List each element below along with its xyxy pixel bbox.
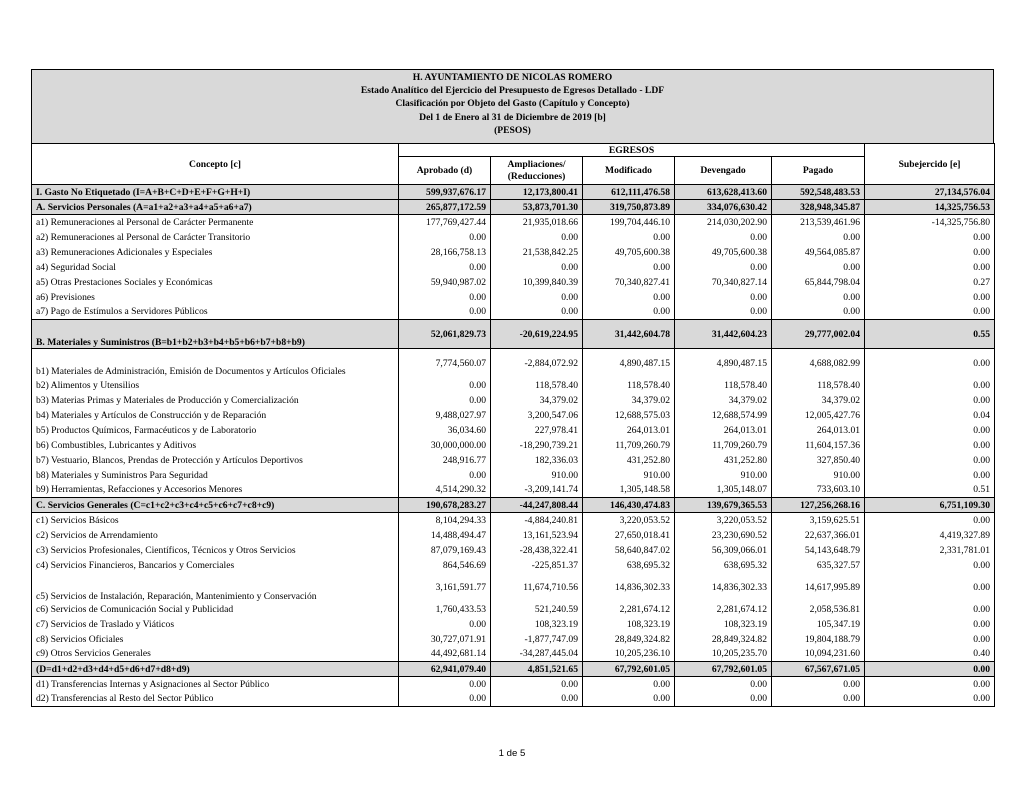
amount-cell: 53,873,701.30 <box>491 200 583 215</box>
subejercido-header: Subejercido [e] <box>865 144 995 185</box>
ampliaciones-header: Ampliaciones/ (Reducciones) <box>491 157 583 185</box>
table-row <box>32 543 995 558</box>
egresos-header: EGRESOS <box>399 144 865 157</box>
concepto-cell: A. Servicios Personales (A=a1+a2+a3+a4+a5+a6+a7) <box>32 200 399 215</box>
amount-cell: 0.00 <box>399 378 491 393</box>
amount-cell: 31,442,604.23 <box>675 320 772 349</box>
amount-cell: 0.00 <box>865 677 995 692</box>
concepto-cell: c2) Servicios de Arrendamiento <box>32 528 399 543</box>
amount-cell: 0.00 <box>583 677 675 692</box>
report-period: Del 1 de Enero al 31 de Diciembre de 2019 [b] <box>419 111 606 123</box>
table-row <box>32 438 995 453</box>
amount-cell: 0.00 <box>865 230 995 245</box>
amount-cell: 4,890,487.15 <box>675 349 772 378</box>
amount-cell: 0.00 <box>675 260 772 275</box>
amount-cell: 27,650,018.41 <box>583 528 675 543</box>
amount-cell: 0.00 <box>865 423 995 438</box>
amount-cell: 34,379.02 <box>675 393 772 408</box>
amount-cell: 4,890,487.15 <box>583 349 675 378</box>
amount-cell: 431,252.80 <box>675 453 772 468</box>
amount-cell: 0.00 <box>399 393 491 408</box>
table-row <box>32 260 995 275</box>
amount-cell: 0.00 <box>865 558 995 573</box>
amount-cell: 21,935,018.66 <box>491 215 583 230</box>
amount-cell: 0.00 <box>772 692 865 707</box>
amount-cell: 108,323.19 <box>675 617 772 632</box>
amount-cell: 67,567,671.05 <box>772 662 865 677</box>
amount-cell: 4,419,327.89 <box>865 528 995 543</box>
amount-cell: 0.00 <box>491 260 583 275</box>
report-currency: (PESOS) <box>494 124 531 136</box>
concepto-cell: c3) Servicios Profesionales, Científicos, Técnicos y Otros Servicios <box>32 543 399 558</box>
table-row <box>32 245 995 260</box>
amount-cell: 0.00 <box>865 393 995 408</box>
table-body <box>32 185 995 707</box>
amount-cell: -3,209,141.74 <box>491 483 583 498</box>
amount-cell: 56,309,066.01 <box>675 543 772 558</box>
table-row <box>32 677 995 692</box>
amount-cell: 0.00 <box>675 692 772 707</box>
amount-cell: 2,331,781.01 <box>865 543 995 558</box>
amount-cell: 0.00 <box>865 349 995 378</box>
amount-cell: 638,695.32 <box>675 558 772 573</box>
amount-cell: 1,305,148.58 <box>583 483 675 498</box>
table-row <box>32 483 995 498</box>
concepto-cell: (D=d1+d2+d3+d4+d5+d6+d7+d8+d9) <box>32 662 399 677</box>
amount-cell: 0.00 <box>583 260 675 275</box>
amount-cell: 733,603.10 <box>772 483 865 498</box>
amount-cell: 29,777,002.04 <box>772 320 865 349</box>
report-classification: Clasificación por Objeto del Gasto (Capítulo y Concepto) <box>395 98 630 110</box>
amount-cell: -28,438,322.41 <box>491 543 583 558</box>
amount-cell: 0.55 <box>865 320 995 349</box>
concepto-cell: c8) Servicios Oficiales <box>32 632 399 647</box>
amount-cell: 599,937,676.17 <box>399 185 491 200</box>
amount-cell: 910.00 <box>491 468 583 483</box>
amount-cell: 11,709,260.79 <box>675 438 772 453</box>
concepto-cell: c5) Servicios de Instalación, Reparación, Mantenimiento y Conservación <box>32 573 399 602</box>
amount-cell: 49,705,600.38 <box>583 245 675 260</box>
table-row <box>32 602 995 617</box>
amount-cell: 0.00 <box>865 662 995 677</box>
amount-cell: 34,379.02 <box>583 393 675 408</box>
concepto-cell: c9) Otros Servicios Generales <box>32 647 399 662</box>
amount-cell: 2,281,674.12 <box>675 602 772 617</box>
amount-cell: -20,619,224.95 <box>491 320 583 349</box>
table-row <box>32 558 995 573</box>
amount-cell: 0.00 <box>491 677 583 692</box>
table-row <box>32 513 995 528</box>
table-row <box>32 632 995 647</box>
concepto-cell: c6) Servicios de Comunicación Social y Publicidad <box>32 602 399 617</box>
amount-cell: 11,604,157.36 <box>772 438 865 453</box>
amount-cell: 0.00 <box>865 617 995 632</box>
amount-cell: 2,281,674.12 <box>583 602 675 617</box>
concepto-cell: a1) Remuneraciones al Personal de Carácter Permanente <box>32 215 399 230</box>
amount-cell: 12,688,575.03 <box>583 408 675 423</box>
amount-cell: 4,688,082.99 <box>772 349 865 378</box>
amount-cell: 7,774,560.07 <box>399 349 491 378</box>
amount-cell: 8,104,294.33 <box>399 513 491 528</box>
amount-cell: 0.00 <box>865 378 995 393</box>
amount-cell: 49,705,600.38 <box>675 245 772 260</box>
section-row <box>32 498 995 513</box>
amount-cell: 14,836,302.33 <box>583 573 675 602</box>
amount-cell: 0.00 <box>399 617 491 632</box>
amount-cell: 199,704,446.10 <box>583 215 675 230</box>
concepto-cell: I. Gasto No Etiquetado (I=A+B+C+D+E+F+G+H+I) <box>32 185 399 200</box>
amount-cell: -18,290,739.21 <box>491 438 583 453</box>
amount-cell: 910.00 <box>772 468 865 483</box>
page-number: 1 de 5 <box>498 748 526 759</box>
amount-cell: 0.00 <box>583 305 675 320</box>
amount-cell: 30,000,000.00 <box>399 438 491 453</box>
pagado-header: Pagado <box>772 157 865 185</box>
concepto-cell: b4) Materiales y Artículos de Construcción y de Reparación <box>32 408 399 423</box>
budget-table <box>31 143 995 707</box>
amount-cell: 52,061,829.73 <box>399 320 491 349</box>
amount-cell: 0.27 <box>865 275 995 290</box>
table-row <box>32 617 995 632</box>
section-row <box>32 200 995 215</box>
section-row <box>32 185 995 200</box>
amount-cell: 11,674,710.56 <box>491 573 583 602</box>
amount-cell: 0.00 <box>583 230 675 245</box>
amount-cell: 0.51 <box>865 483 995 498</box>
amount-cell: 34,379.02 <box>491 393 583 408</box>
table-row <box>32 349 995 378</box>
amount-cell: 70,340,827.41 <box>583 275 675 290</box>
report-header <box>31 69 994 143</box>
amount-cell: 13,161,523.94 <box>491 528 583 543</box>
amount-cell: 0.00 <box>772 677 865 692</box>
modificado-header: Modificado <box>583 157 675 185</box>
amount-cell: 3,159,625.51 <box>772 513 865 528</box>
concepto-cell: c7) Servicios de Traslado y Viáticos <box>32 617 399 632</box>
devengado-header: Devengado <box>675 157 772 185</box>
amount-cell: 118,578.40 <box>772 378 865 393</box>
amount-cell: 910.00 <box>583 468 675 483</box>
table-row <box>32 647 995 662</box>
table-row <box>32 305 995 320</box>
table-row <box>32 453 995 468</box>
amount-cell: 0.00 <box>865 692 995 707</box>
amount-cell: -225,851.37 <box>491 558 583 573</box>
amount-cell: 0.00 <box>865 573 995 602</box>
amount-cell: 0.00 <box>865 632 995 647</box>
amount-cell: 910.00 <box>675 468 772 483</box>
concepto-cell: c1) Servicios Básicos <box>32 513 399 528</box>
amount-cell: 864,546.69 <box>399 558 491 573</box>
amount-cell: 54,143,648.79 <box>772 543 865 558</box>
amount-cell: 1,760,433.53 <box>399 602 491 617</box>
amount-cell: 67,792,601.05 <box>583 662 675 677</box>
amount-cell: 0.00 <box>399 677 491 692</box>
aprobado-header: Aprobado (d) <box>399 157 491 185</box>
amount-cell: 0.00 <box>399 692 491 707</box>
concepto-cell: b6) Combustibles, Lubricantes y Aditivos <box>32 438 399 453</box>
concepto-cell: b5) Productos Químicos, Farmacéuticos y de Laboratorio <box>32 423 399 438</box>
amount-cell: 213,539,461.96 <box>772 215 865 230</box>
amount-cell: 10,205,235.70 <box>675 647 772 662</box>
table-row <box>32 275 995 290</box>
amount-cell: 265,877,172.59 <box>399 200 491 215</box>
concepto-cell: b2) Alimentos y Utensilios <box>32 378 399 393</box>
amount-cell: 0.00 <box>865 602 995 617</box>
amount-cell: 31,442,604.78 <box>583 320 675 349</box>
amount-cell: 139,679,365.53 <box>675 498 772 513</box>
amount-cell: 65,844,798.04 <box>772 275 865 290</box>
amount-cell: 70,340,827.14 <box>675 275 772 290</box>
amount-cell: 19,804,188.79 <box>772 632 865 647</box>
amount-cell: 638,695.32 <box>583 558 675 573</box>
amount-cell: 0.00 <box>583 692 675 707</box>
amount-cell: 612,111,476.58 <box>583 185 675 200</box>
table-row <box>32 692 995 707</box>
amount-cell: 0.00 <box>865 453 995 468</box>
concepto-cell: b1) Materiales de Administración, Emisión de Documentos y Artículos Oficiales <box>32 349 399 378</box>
concepto-cell: a6) Previsiones <box>32 290 399 305</box>
amount-cell: 12,005,427.76 <box>772 408 865 423</box>
concepto-cell: d2) Transferencias al Resto del Sector Público <box>32 692 399 707</box>
amount-cell: 21,538,842.25 <box>491 245 583 260</box>
concepto-cell: b8) Materiales y Suministros Para Seguridad <box>32 468 399 483</box>
report-title: Estado Analítico del Ejercicio del Presupuesto de Egresos Detallado - LDF <box>360 85 665 97</box>
concepto-cell: c4) Servicios Financieros, Bancarios y Comerciales <box>32 558 399 573</box>
amount-cell: 22,637,366.01 <box>772 528 865 543</box>
amount-cell: 264,013.01 <box>675 423 772 438</box>
table-row <box>32 230 995 245</box>
amount-cell: 0.00 <box>675 305 772 320</box>
amount-cell: 105,347.19 <box>772 617 865 632</box>
table-row <box>32 378 995 393</box>
section-row <box>32 320 995 349</box>
amount-cell: -14,325,756.80 <box>865 215 995 230</box>
amount-cell: 0.00 <box>675 290 772 305</box>
table-row <box>32 215 995 230</box>
amount-cell: 182,336.03 <box>491 453 583 468</box>
amount-cell: 0.00 <box>865 290 995 305</box>
amount-cell: 0.00 <box>399 305 491 320</box>
amount-cell: 27,134,576.04 <box>865 185 995 200</box>
amount-cell: 0.00 <box>399 230 491 245</box>
amount-cell: 10,205,236.10 <box>583 647 675 662</box>
table-row <box>32 290 995 305</box>
amount-cell: -2,884,072.92 <box>491 349 583 378</box>
amount-cell: 3,220,053.52 <box>583 513 675 528</box>
amount-cell: 67,792,601.05 <box>675 662 772 677</box>
amount-cell: -1,877,747.09 <box>491 632 583 647</box>
amount-cell: 0.00 <box>491 692 583 707</box>
amount-cell: 3,161,591.77 <box>399 573 491 602</box>
amount-cell: 23,230,690.52 <box>675 528 772 543</box>
amount-cell: 327,850.40 <box>772 453 865 468</box>
table-row <box>32 408 995 423</box>
amount-cell: 190,678,283.27 <box>399 498 491 513</box>
amount-cell: -44,247,808.44 <box>491 498 583 513</box>
amount-cell: 49,564,085.87 <box>772 245 865 260</box>
amount-cell: 0.00 <box>491 290 583 305</box>
amount-cell: 0.00 <box>772 290 865 305</box>
amount-cell: 59,940,987.02 <box>399 275 491 290</box>
table-row <box>32 468 995 483</box>
amount-cell: 6,751,109.30 <box>865 498 995 513</box>
amount-cell: 87,079,169.43 <box>399 543 491 558</box>
amount-cell: 14,325,756.53 <box>865 200 995 215</box>
amount-cell: 14,617,995.89 <box>772 573 865 602</box>
amount-cell: 0.40 <box>865 647 995 662</box>
table-row <box>32 573 995 602</box>
amount-cell: 44,492,681.14 <box>399 647 491 662</box>
entity-name: H. AYUNTAMIENTO DE NICOLAS ROMERO <box>412 72 613 83</box>
amount-cell: 0.00 <box>399 290 491 305</box>
concepto-cell: b9) Herramientas, Refacciones y Accesorios Menores <box>32 483 399 498</box>
concepto-cell: B. Materiales y Suministros (B=b1+b2+b3+b4+b5+b6+b7+b8+b9) <box>32 320 399 349</box>
table-row <box>32 528 995 543</box>
amount-cell: -34,287,445.04 <box>491 647 583 662</box>
amount-cell: 319,750,873.89 <box>583 200 675 215</box>
amount-cell: 28,849,324.82 <box>675 632 772 647</box>
amount-cell: 0.04 <box>865 408 995 423</box>
amount-cell: -4,884,240.81 <box>491 513 583 528</box>
amount-cell: 592,548,483.53 <box>772 185 865 200</box>
amount-cell: 10,399,840.39 <box>491 275 583 290</box>
amount-cell: 146,430,474.83 <box>583 498 675 513</box>
amount-cell: 635,327.57 <box>772 558 865 573</box>
table-row <box>32 423 995 438</box>
amount-cell: 0.00 <box>399 260 491 275</box>
amount-cell: 264,013.01 <box>583 423 675 438</box>
amount-cell: 127,256,268.16 <box>772 498 865 513</box>
amount-cell: 11,709,260.79 <box>583 438 675 453</box>
concepto-header: Concepto [c] <box>32 144 399 185</box>
amount-cell: 0.00 <box>491 305 583 320</box>
amount-cell: 264,013.01 <box>772 423 865 438</box>
amount-cell: 0.00 <box>865 245 995 260</box>
amount-cell: 0.00 <box>772 260 865 275</box>
amount-cell: 10,094,231.60 <box>772 647 865 662</box>
amount-cell: 108,323.19 <box>491 617 583 632</box>
amount-cell: 214,030,202.90 <box>675 215 772 230</box>
amount-cell: 9,488,027.97 <box>399 408 491 423</box>
amount-cell: 248,916.77 <box>399 453 491 468</box>
amount-cell: 0.00 <box>865 260 995 275</box>
amount-cell: 328,948,345.87 <box>772 200 865 215</box>
amount-cell: 613,628,413.60 <box>675 185 772 200</box>
concepto-cell: C. Servicios Generales (C=c1+c2+c3+c4+c5+c6+c7+c8+c9) <box>32 498 399 513</box>
amount-cell: 28,166,758.13 <box>399 245 491 260</box>
concepto-cell: b3) Materias Primas y Materiales de Producción y Comercialización <box>32 393 399 408</box>
amount-cell: 118,578.40 <box>675 378 772 393</box>
amount-cell: 62,941,079.40 <box>399 662 491 677</box>
amount-cell: 3,220,053.52 <box>675 513 772 528</box>
amount-cell: 4,851,521.65 <box>491 662 583 677</box>
amount-cell: 0.00 <box>583 290 675 305</box>
concepto-cell: a5) Otras Prestaciones Sociales y Económicas <box>32 275 399 290</box>
amount-cell: 521,240.59 <box>491 602 583 617</box>
concepto-cell: a4) Seguridad Social <box>32 260 399 275</box>
amount-cell: 3,200,547.06 <box>491 408 583 423</box>
amount-cell: 4,514,290.32 <box>399 483 491 498</box>
amount-cell: 28,849,324.82 <box>583 632 675 647</box>
amount-cell: 118,578.40 <box>491 378 583 393</box>
amount-cell: 0.00 <box>865 468 995 483</box>
amount-cell: 0.00 <box>491 230 583 245</box>
amount-cell: 0.00 <box>772 305 865 320</box>
concepto-cell: d1) Transferencias Internas y Asignaciones al Sector Público <box>32 677 399 692</box>
amount-cell: 0.00 <box>865 438 995 453</box>
amount-cell: 431,252.80 <box>583 453 675 468</box>
concepto-cell: b7) Vestuario, Blancos, Prendas de Protección y Artículos Deportivos <box>32 453 399 468</box>
amount-cell: 0.00 <box>675 677 772 692</box>
amount-cell: 2,058,536.81 <box>772 602 865 617</box>
amount-cell: 36,034.60 <box>399 423 491 438</box>
amount-cell: 14,488,494.47 <box>399 528 491 543</box>
amount-cell: 12,173,800.41 <box>491 185 583 200</box>
amount-cell: 14,836,302.33 <box>675 573 772 602</box>
amount-cell: 12,688,574.99 <box>675 408 772 423</box>
amount-cell: 108,323.19 <box>583 617 675 632</box>
amount-cell: 1,305,148.07 <box>675 483 772 498</box>
amount-cell: 0.00 <box>865 513 995 528</box>
amount-cell: 34,379.02 <box>772 393 865 408</box>
table-row <box>32 393 995 408</box>
concepto-cell: a7) Pago de Estímulos a Servidores Públicos <box>32 305 399 320</box>
amount-cell: 177,769,427.44 <box>399 215 491 230</box>
amount-cell: 0.00 <box>865 305 995 320</box>
section-row <box>32 662 995 677</box>
amount-cell: 30,727,071.91 <box>399 632 491 647</box>
concepto-cell: a2) Remuneraciones al Personal de Carácter Transitorio <box>32 230 399 245</box>
amount-cell: 0.00 <box>772 230 865 245</box>
amount-cell: 227,978.41 <box>491 423 583 438</box>
amount-cell: 118,578.40 <box>583 378 675 393</box>
amount-cell: 334,076,630.42 <box>675 200 772 215</box>
amount-cell: 0.00 <box>399 468 491 483</box>
amount-cell: 0.00 <box>675 230 772 245</box>
amount-cell: 58,640,847.02 <box>583 543 675 558</box>
concepto-cell: a3) Remuneraciones Adicionales y Especiales <box>32 245 399 260</box>
report-sheet <box>31 69 994 707</box>
